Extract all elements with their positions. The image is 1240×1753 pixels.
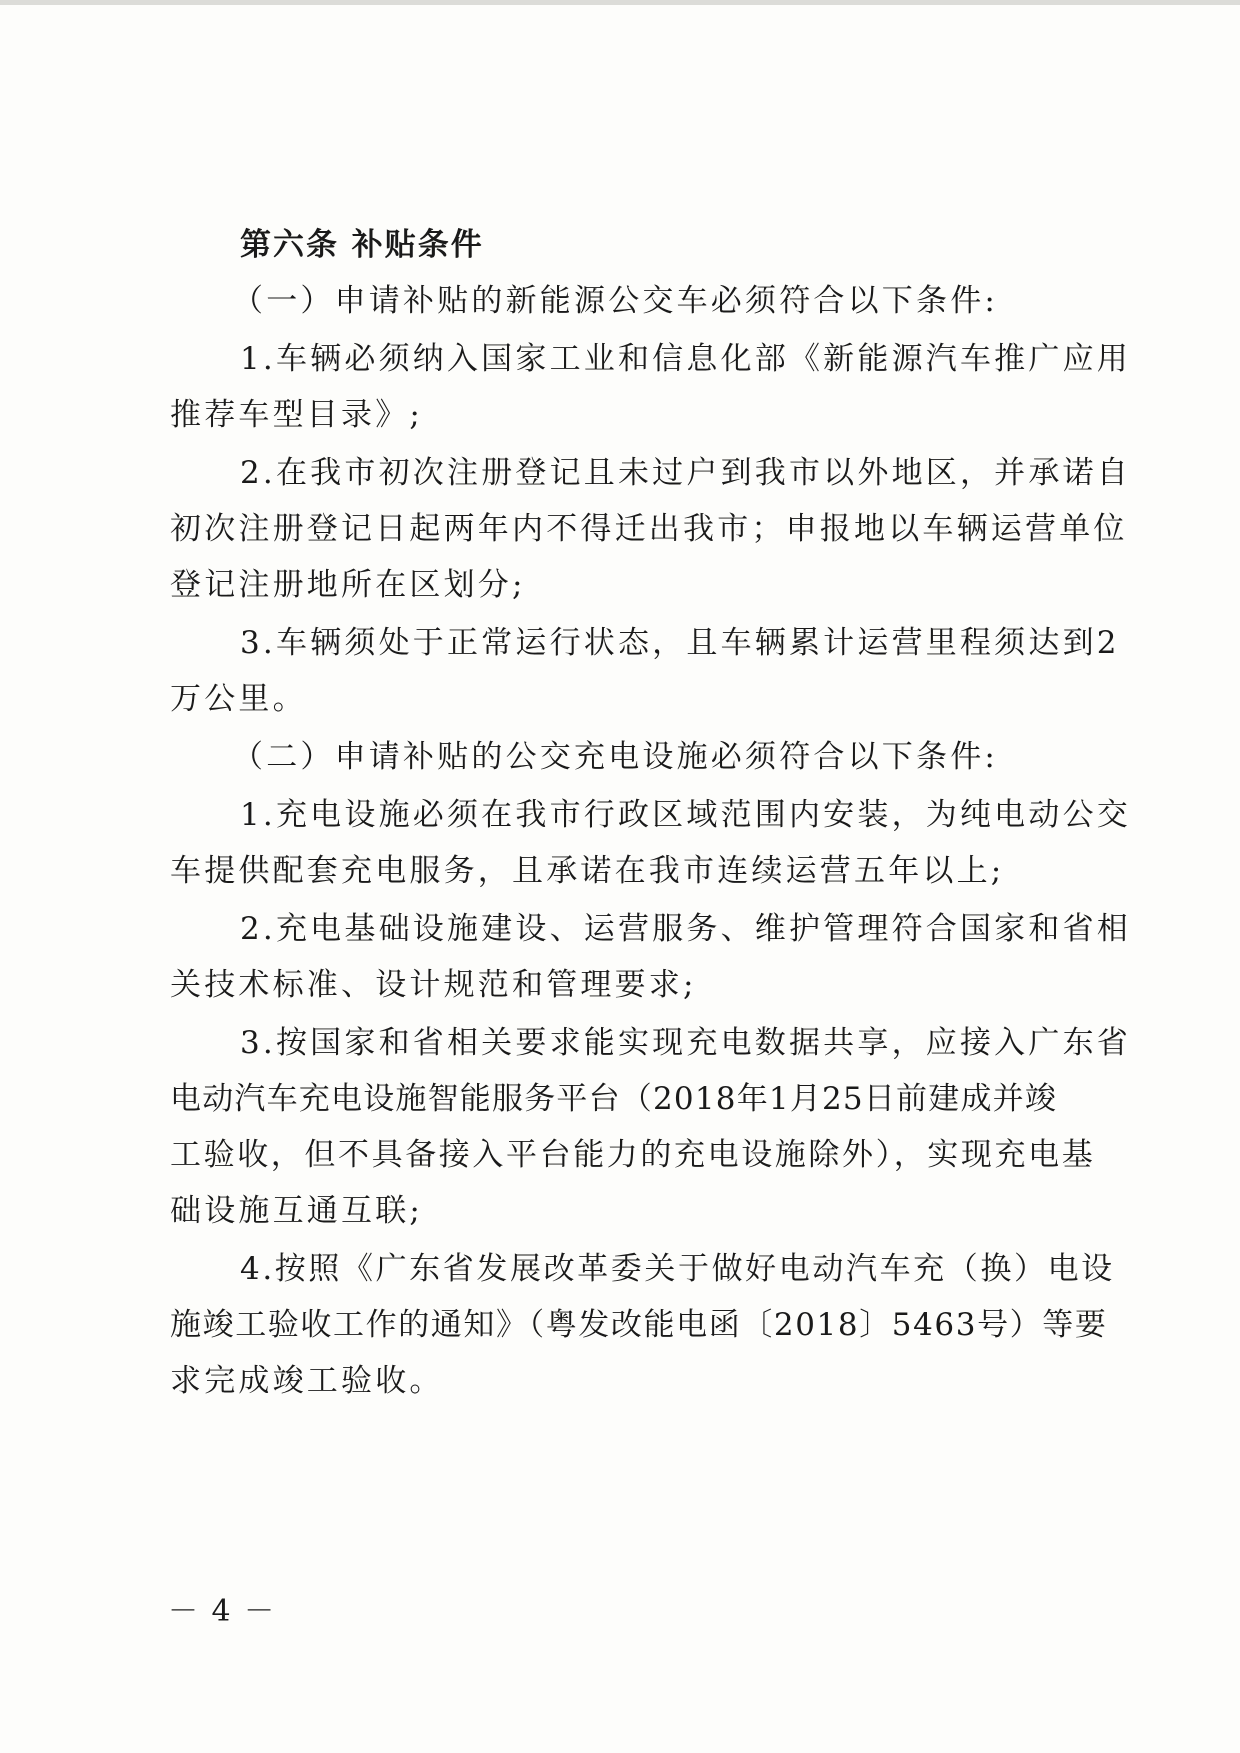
paragraph-line: 础设施互通互联; (170, 1193, 424, 1229)
paragraph-line: 工验收，但不具备接入平台能力的充电设施除外），实现充电基 (170, 1137, 1096, 1173)
paragraph-line: 车提供配套充电服务，且承诺在我市连续运营五年以上; (170, 853, 1005, 889)
paragraph-line: 求完成竣工验收。 (170, 1363, 444, 1399)
article-heading: 第六条 补贴条件 (240, 227, 484, 263)
paragraph-line: 登记注册地所在区划分; (170, 567, 526, 603)
paragraph-line: 万公里。 (170, 681, 307, 717)
paragraph-line: 1.充电设施必须在我市行政区域范围内安装，为纯电动公交 (240, 797, 1131, 833)
paragraph-line: 2.充电基础设施建设、运营服务、维护管理符合国家和省相 (240, 911, 1131, 947)
document-body (170, 227, 1131, 1399)
paragraph-line: 3.按国家和省相关要求能实现充电数据共享，应接入广东省 (240, 1025, 1131, 1061)
paragraph-line: 关技术标准、设计规范和管理要求; (170, 967, 697, 1003)
paragraph-line: 初次注册登记日起两年内不得迁出我市；申报地以车辆运营单位 (170, 511, 1128, 547)
page-number: － 4 － (168, 1594, 277, 1629)
paragraph-line: 施竣工验收工作的通知》（粤发改能电函〔2018〕5463号）等要 (170, 1307, 1108, 1343)
clause-1-title: （一）申请补贴的新能源公交车必须符合以下条件: (232, 283, 999, 319)
paragraph-line: 推荐车型目录》; (170, 397, 424, 433)
paragraph-line: 1.车辆必须纳入国家工业和信息化部《新能源汽车推广应用 (240, 341, 1131, 377)
clause-2-title: （二）申请补贴的公交充电设施必须符合以下条件: (232, 739, 999, 775)
paragraph-line: 电动汽车充电设施智能服务平台（2018年1月25日前建成并竣 (170, 1081, 1058, 1117)
top-edge-rule (0, 0, 1240, 5)
paragraph-line: 2.在我市初次注册登记且未过户到我市以外地区，并承诺自 (240, 455, 1131, 491)
paragraph-line: 4.按照《广东省发展改革委关于做好电动汽车充（换）电设 (240, 1251, 1115, 1287)
paragraph-line: 3.车辆须处于正常运行状态，且车辆累计运营里程须达到2 (240, 625, 1120, 661)
